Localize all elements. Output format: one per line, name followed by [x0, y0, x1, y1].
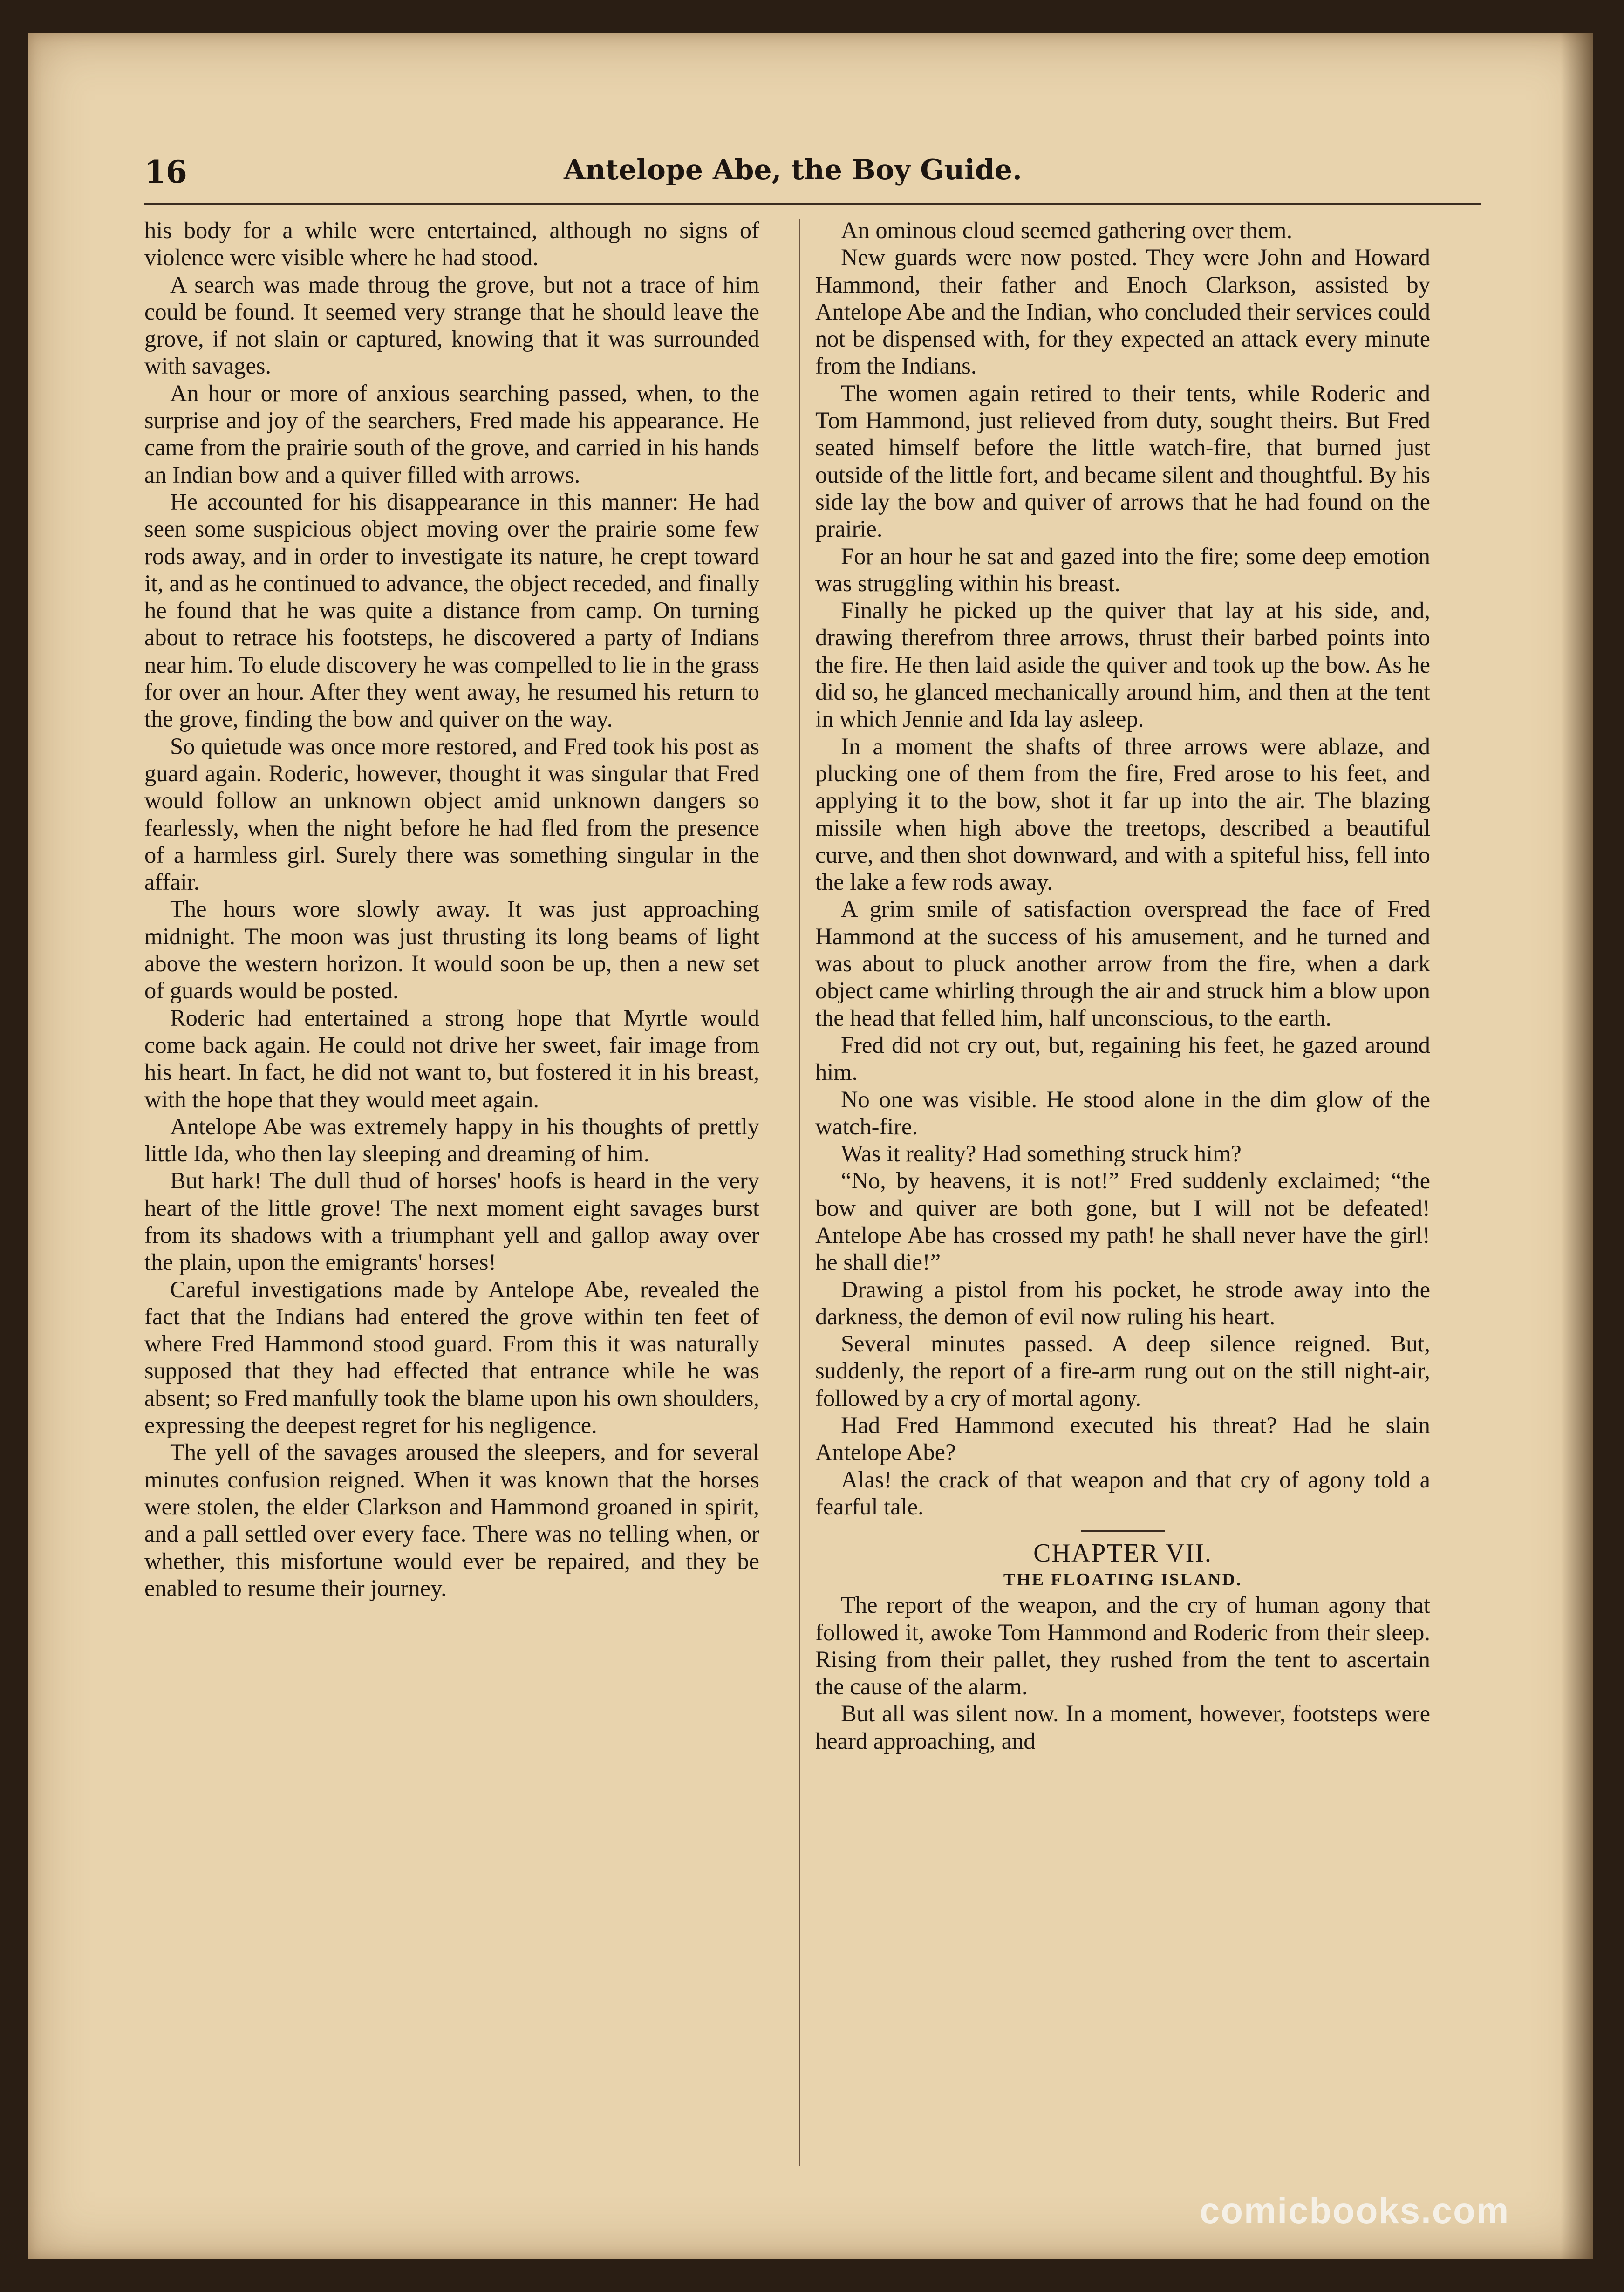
paragraph: Fred did not cry out, but, regaining his feet, he gazed around him. [815, 1031, 1430, 1085]
paragraph: Alas! the crack of that weapon and that cry of agony told a fearful tale. [815, 1466, 1430, 1520]
watermark: comicbooks.com [1200, 2190, 1510, 2231]
paragraph: No one was visible. He stood alone in the dim glow of the watch-fire. [815, 1086, 1430, 1139]
left-column [144, 217, 759, 1602]
page-edge-shadow [1561, 33, 1593, 2259]
chapter-subheading: THE FLOATING ISLAND. [1003, 1570, 1242, 1590]
right-column [815, 217, 1430, 1754]
paragraph: He accounted for his disappearance in this manner: He had seen some suspicious object moving over the prairie some few rods away, and in order to investigate its nature, he crept toward it, and as he continued to advance, the object receded, and finally he found that he was quite a distance from camp. On turning about to retrace his footsteps, he discovered a party of Indians near him. To elude discovery he was compelled to lie in the grass for over an hour. After they went away, he resumed his return to the grove, finding the bow and quiver on the way. [144, 488, 759, 732]
paragraph: An ominous cloud seemed gathering over them. [841, 217, 1293, 243]
paragraph: In a moment the shafts of three arrows were ablaze, and plucking one of them from the fire, Fred arose to his feet, and applying it to the bow, shot it far up into the air. The blazing missile when high above the treetops, described a beautiful curve, and then shot downward, and with a spiteful hiss, fell into the lake a few rods away. [815, 733, 1430, 895]
paragraph: But all was silent now. In a moment, however, footsteps were heard approaching, and [815, 1700, 1430, 1754]
paragraph: Several minutes passed. A deep silence reigned. But, suddenly, the report of a fire-arm rung out on the still night-air, followed by a cry of mortal agony. [815, 1330, 1430, 1411]
paragraph: Had Fred Hammond executed his threat? Had he slain Antelope Abe? [815, 1412, 1430, 1466]
chapter-rule [1081, 1530, 1165, 1532]
chapter-heading: CHAPTER VII. [1033, 1539, 1212, 1568]
paragraph: The yell of the savages aroused the sleepers, and for several minutes confusion reigned. When it was known that the horses were stolen, the elder Clarkson and Hammond groaned in spirit, and a pall settled over every face. There was no telling when, or whether, this misfortune would ever be repaired, and they be enabled to resume their journey. [144, 1439, 759, 1601]
header-rule [144, 203, 1481, 205]
page-header [144, 130, 1486, 196]
paragraph: So quietude was once more restored, and Fred took his post as guard again. Roderic, however, thought it was singular that Fred would follow an unknown object amid unknown dangers so fearlessly, when the night before he had fled from the presence of a harmless girl. Surely there was something singular in the affair. [144, 733, 759, 895]
paragraph: Antelope Abe was extremely happy in his thoughts of prettly little Ida, who then lay sleeping and dreaming of him. [144, 1113, 759, 1167]
paragraph: Roderic had entertained a strong hope that Myrtle would come back again. He could not drive her sweet, fair image from his heart. In fact, he did not want to, but fostered it in his breast, with the hope that they would meet again. [144, 1004, 759, 1112]
running-title: Antelope Abe, the Boy Guide. [564, 154, 1022, 186]
paragraph: The hours wore slowly away. It was just approaching midnight. The moon was just thrusting its long beams of light above the western horizon. It would soon be up, then a new set of guards would be posted. [144, 896, 759, 1004]
paragraph: An hour or more of anxious searching passed, when, to the surprise and joy of the searchers, Fred made his appearance. He came from the prairie south of the grove, and carried in his hands an Indian bow and a quiver filled with arrows. [144, 380, 759, 488]
paragraph: Was it reality? Had something struck him? [841, 1140, 1242, 1167]
column-divider [799, 219, 800, 2166]
paragraph: But hark! The dull thud of horses' hoofs is heard in the very heart of the little grove! The next moment eight savages burst from its shadows with a triumphant yell and gallop away over the plain, upon the emigrants' horses! [144, 1167, 759, 1276]
paragraph: For an hour he sat and gazed into the fire; some deep emotion was struggling within his breast. [815, 543, 1430, 596]
paragraph: Careful investigations made by Antelope Abe, revealed the fact that the Indians had entered the grove within ten feet of where Fred Hammond stood guard. From this it was naturally supposed that they had effected that entrance while he was absent; so Fred manfully took the blame upon his own shoulders, expressing the deepest regret for his negligence. [144, 1276, 759, 1439]
paragraph: A grim smile of satisfaction overspread the face of Fred Hammond at the success of his amusement, and he turned and was about to pluck another arrow from the fire, when a dark object came whirling through the air and struck him a blow upon the head that felled him, half unconscious, to the earth. [815, 896, 1430, 1031]
paragraph: Drawing a pistol from his pocket, he strode away into the darkness, the demon of evil now ruling his heart. [815, 1276, 1430, 1330]
paragraph: New guards were now posted. They were John and Howard Hammond, their father and Enoch Clarkson, assisted by Antelope Abe and the Indian, who concluded their services could not be dispensed with, for they expected an attack every minute from the Indians. [815, 244, 1430, 379]
paragraph: The women again retired to their tents, while Roderic and Tom Hammond, just relieved from duty, sought theirs. But Fred seated himself before the little watch-fire, that burned just outside of the little fort, and became silent and thoughtful. By his side lay the bow and quiver of arrows that he had found on the prairie. [815, 380, 1430, 542]
paragraph: his body for a while were entertained, although no signs of violence were visible where he had stood. [144, 217, 759, 271]
book-page [28, 33, 1593, 2259]
paragraph: “No, by heavens, it is not!” Fred suddenly exclaimed; “the bow and quiver are both gone, but I will not be defeated! Antelope Abe has crossed my path! he shall never have the girl! he shall die!” [815, 1167, 1430, 1276]
paragraph: A search was made throug the grove, but not a trace of him could be found. It seemed very strange that he should leave the grove, if not slain or captured, knowing that it was surrounded with savages. [144, 271, 759, 379]
page-number: 16 [144, 154, 187, 190]
paragraph: Finally he picked up the quiver that lay at his side, and, drawing therefrom three arrows, thrust their barbed points into the fire. He then laid aside the quiver and took up the bow. As he did so, he glanced mechanically around him, and then at the tent in which Jennie and Ida lay asleep. [815, 597, 1430, 732]
paragraph: The report of the weapon, and the cry of human agony that followed it, awoke Tom Hammond and Roderic from their sleep. Rising from their pallet, they rushed from the tent to ascertain the cause of the alarm. [815, 1592, 1430, 1700]
